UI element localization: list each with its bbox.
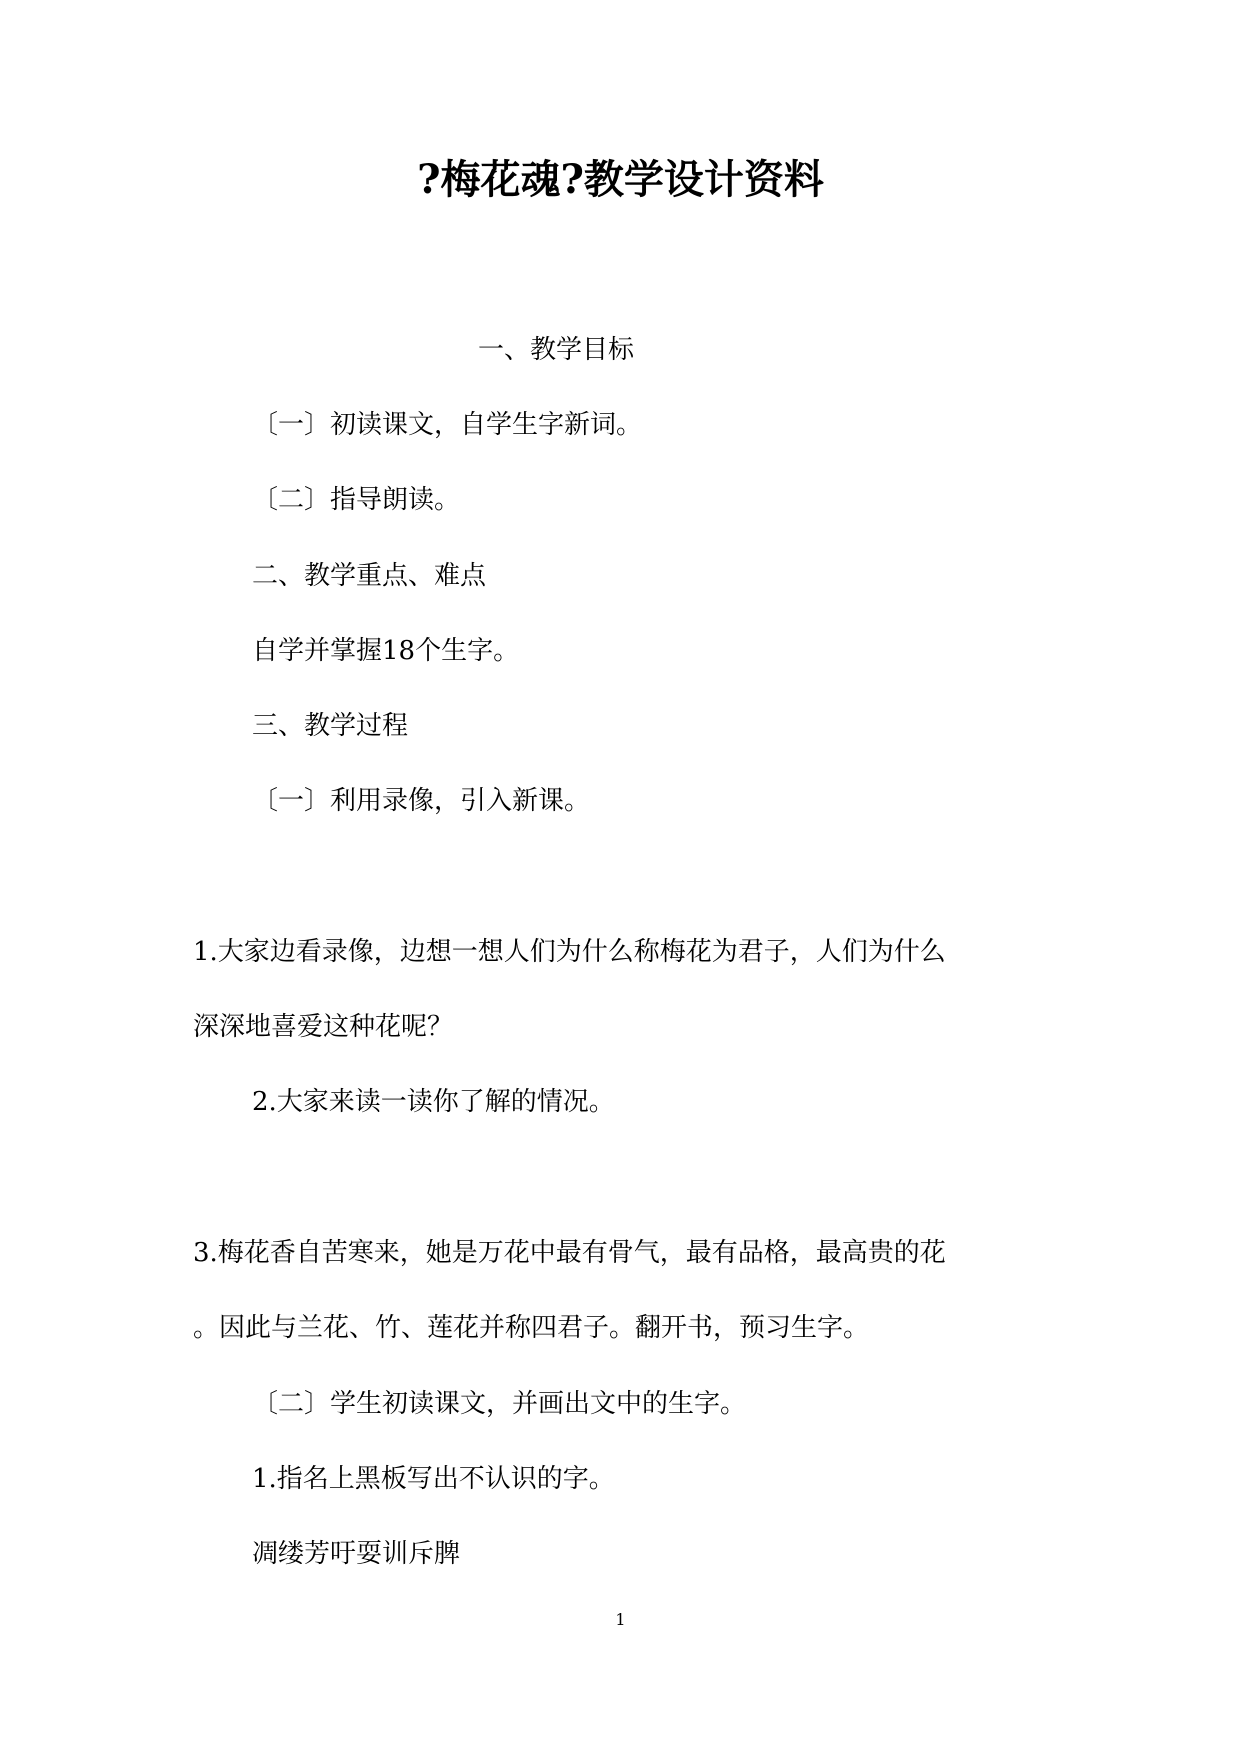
document-title: ?梅花魂?教学设计资料 [417, 156, 824, 203]
paragraph: 1.指名上黑板写出不认识的字。 [252, 1464, 615, 1494]
section-heading-key-points: 二、教学重点、难点 [252, 561, 487, 591]
paragraph: 〔二〕学生初读课文，并画出文中的生字。 [252, 1389, 747, 1419]
paragraph: 〔二〕指导朗读。 [252, 485, 461, 515]
section-heading-objectives: 一、教学目标 [478, 335, 635, 365]
section-heading-process: 三、教学过程 [252, 711, 409, 741]
paragraph: 〔一〕利用录像，引入新课。 [252, 786, 591, 816]
paragraph: 。因此与兰花、竹、莲花并称四君子。翻开书，预习生字。 [193, 1313, 870, 1343]
paragraph: 凋缕芳吁耍训斥脾 [252, 1539, 461, 1569]
paragraph: 〔一〕初读课文，自学生字新词。 [252, 410, 643, 440]
page-number: 1 [615, 1610, 626, 1629]
paragraph: 自学并掌握18个生字。 [252, 636, 520, 666]
paragraph: 深深地喜爱这种花呢？ [193, 1012, 454, 1042]
paragraph: 1.大家边看录像，边想一想人们为什么称梅花为君子，人们为什么 [193, 937, 946, 967]
paragraph: 2.大家来读一读你了解的情况。 [252, 1087, 615, 1117]
paragraph: 3.梅花香自苦寒来，她是万花中最有骨气，最有品格，最高贵的花 [193, 1238, 946, 1268]
